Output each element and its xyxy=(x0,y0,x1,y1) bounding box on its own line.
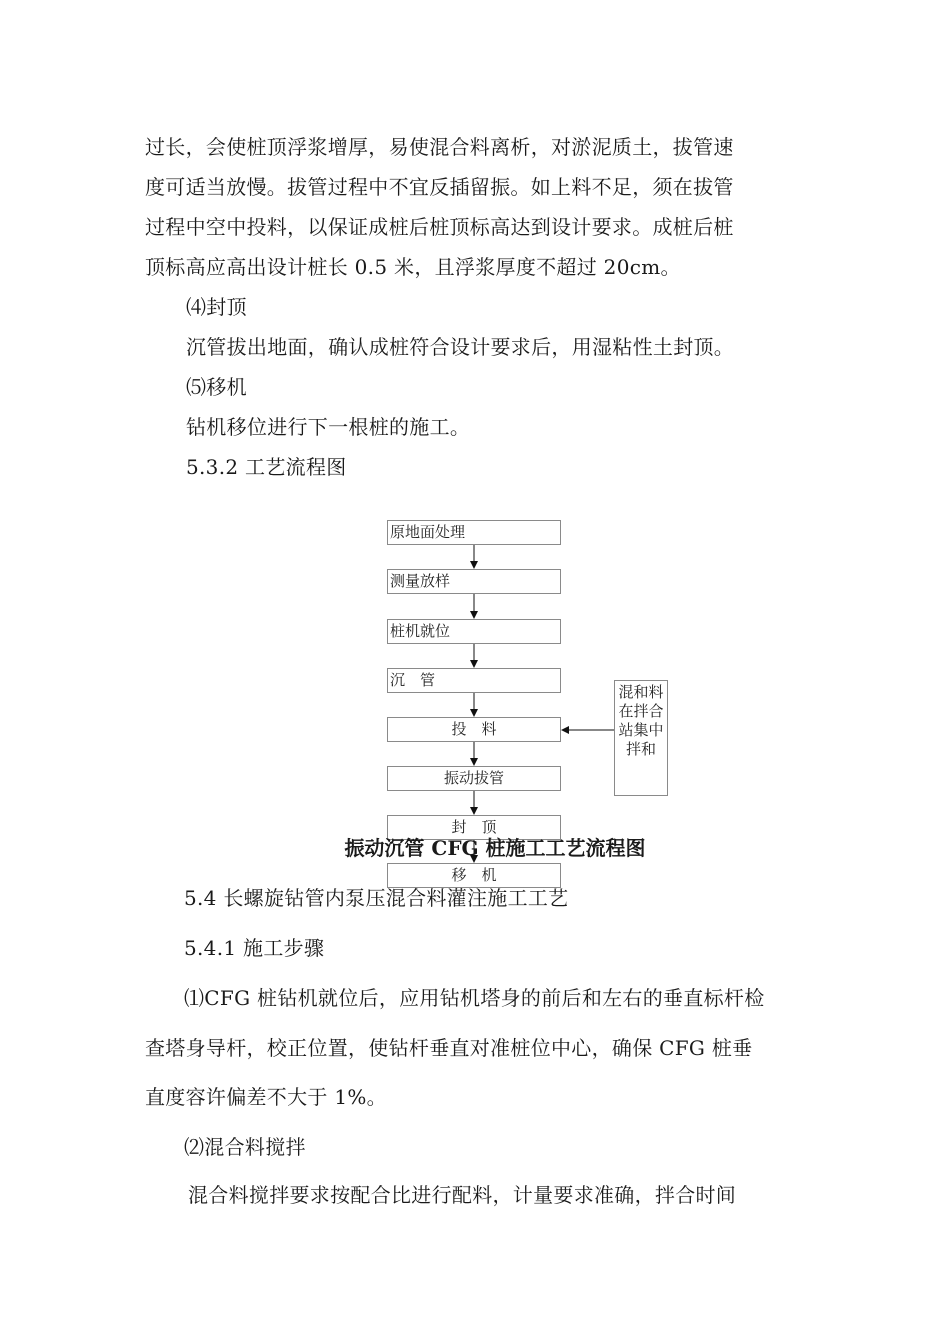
step5-heading: ⑸移机 xyxy=(186,375,247,399)
paragraph-line: 过程中空中投料，以保证成桩后桩顶标高达到设计要求。成桩后桩 xyxy=(145,215,734,239)
side-box-line: 在拌合 xyxy=(618,702,664,720)
step2-heading: ⑵混合料搅拌 xyxy=(184,1135,306,1159)
flow-step-ground-treatment: 原地面处理 xyxy=(387,520,561,545)
side-box-line: 站集中 xyxy=(618,721,664,739)
step4-text: 沉管拔出地面，确认成桩符合设计要求后，用湿粘性土封顶。 xyxy=(186,335,735,359)
step2-text: 混合料搅拌要求按配合比进行配料，计量要求准确，拌合时间 xyxy=(188,1183,737,1207)
step1-line: 查塔身导杆，校正位置，使钻杆垂直对准桩位中心，确保 CFG 桩垂 xyxy=(145,1036,753,1060)
section-heading-541: 5.4.1 施工步骤 xyxy=(184,936,325,960)
paragraph-line: 度可适当放慢。拔管过程中不宜反插留振。如上料不足，须在拔管 xyxy=(145,175,734,199)
flow-step-survey-layout: 测量放样 xyxy=(387,569,561,594)
step1-line: ⑴CFG 桩钻机就位后，应用钻机塔身的前后和左右的垂直标杆检 xyxy=(184,986,765,1010)
step4-heading: ⑷封顶 xyxy=(186,295,247,319)
flow-step-vibrate-pull: 振动拔管 xyxy=(387,766,561,791)
flow-step-move-rig: 移 机 xyxy=(387,863,561,888)
paragraph-line: 顶标高应高出设计桩长 0.5 米，且浮浆厚度不超过 20cm。 xyxy=(145,255,681,279)
flow-step-feed-material: 投 料 xyxy=(387,717,561,742)
flow-step-seal-top: 封 顶 xyxy=(387,815,561,840)
step5-text: 钻机移位进行下一根桩的施工。 xyxy=(186,415,471,439)
section-heading-54: 5.4 长螺旋钻管内泵压混合料灌注施工工艺 xyxy=(184,886,569,910)
flow-step-rig-position: 桩机就位 xyxy=(387,619,561,644)
flow-step-sink-pipe: 沉 管 xyxy=(387,668,561,693)
side-box-line: 拌和 xyxy=(625,740,656,758)
side-box-line: 混和料 xyxy=(618,683,664,701)
flowchart-caption: 振动沉管 CFG 桩施工工艺流程图 xyxy=(344,836,646,860)
paragraph-line: 过长，会使桩顶浮浆增厚，易使混合料离析，对淤泥质土，拔管速 xyxy=(145,135,734,159)
flow-side-mixing-station xyxy=(614,680,668,796)
step1-line: 直度容许偏差不大于 1%。 xyxy=(145,1085,387,1109)
section-heading-532: 5.3.2 工艺流程图 xyxy=(186,455,347,479)
